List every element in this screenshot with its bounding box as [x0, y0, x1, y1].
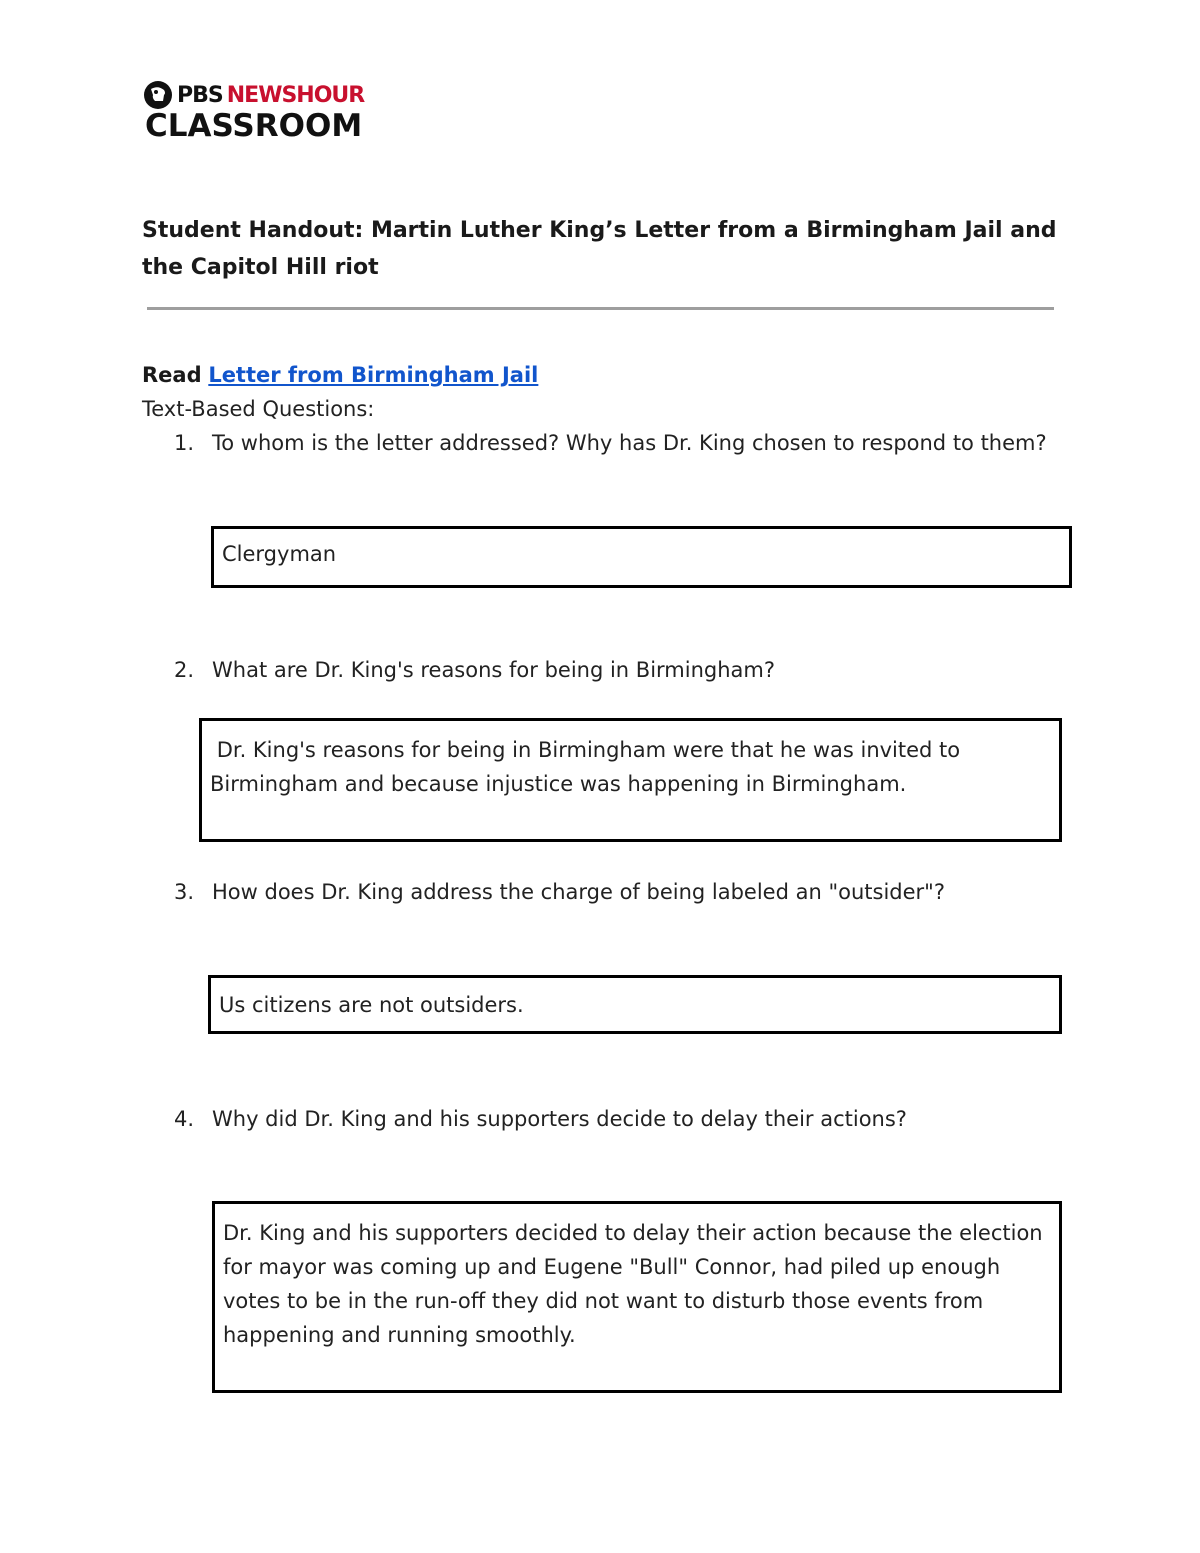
letter-from-birmingham-jail-link[interactable]: Letter from Birmingham Jail — [208, 363, 539, 387]
page-title: Student Handout: Martin Luther King’s Letter from a Birmingham Jail and the Capitol Hill riot — [142, 218, 1057, 280]
logo-pbs-text: PBS — [177, 82, 223, 108]
question-text: Why did Dr. King and his supporters decide to delay their actions? — [212, 1107, 907, 1131]
answer-box[interactable]: Dr. King's reasons for being in Birmingham were that he was invited to Birmingham and because injustice was happening in Birmingham. — [199, 718, 1062, 842]
question-text: How does Dr. King address the charge of being labeled an "outsider"? — [212, 880, 945, 904]
horizontal-divider — [147, 307, 1054, 310]
pbs-head-icon — [143, 80, 173, 110]
question-number: 4. — [174, 1107, 195, 1131]
answer-box[interactable]: Us citizens are not outsiders. — [208, 975, 1062, 1034]
question-text: To whom is the letter addressed? Why has Dr. King chosen to respond to them? — [212, 431, 1047, 455]
questions-heading: Text-Based Questions: — [142, 397, 375, 421]
logo-classroom-text: CLASSROOM — [145, 108, 363, 144]
logo-newshour-text: NEWSHOUR — [226, 82, 365, 108]
pbs-newshour-classroom-logo — [143, 80, 383, 150]
read-instruction — [142, 360, 538, 390]
question-text: What are Dr. King's reasons for being in Birmingham? — [212, 658, 776, 682]
question-number: 2. — [174, 658, 195, 682]
answer-box[interactable]: Dr. King and his supporters decided to delay their action because the election for mayor was coming up and Eugene "Bull" Connor, had piled up enough votes to be in the run-off they did not want to disturb those events from happening and running smoothly. — [212, 1201, 1062, 1393]
question-number: 3. — [174, 880, 195, 904]
answer-box[interactable]: Clergyman — [211, 526, 1072, 588]
logo-top-row — [143, 80, 364, 110]
read-label: Read — [142, 363, 202, 387]
question-number: 1. — [174, 431, 195, 455]
